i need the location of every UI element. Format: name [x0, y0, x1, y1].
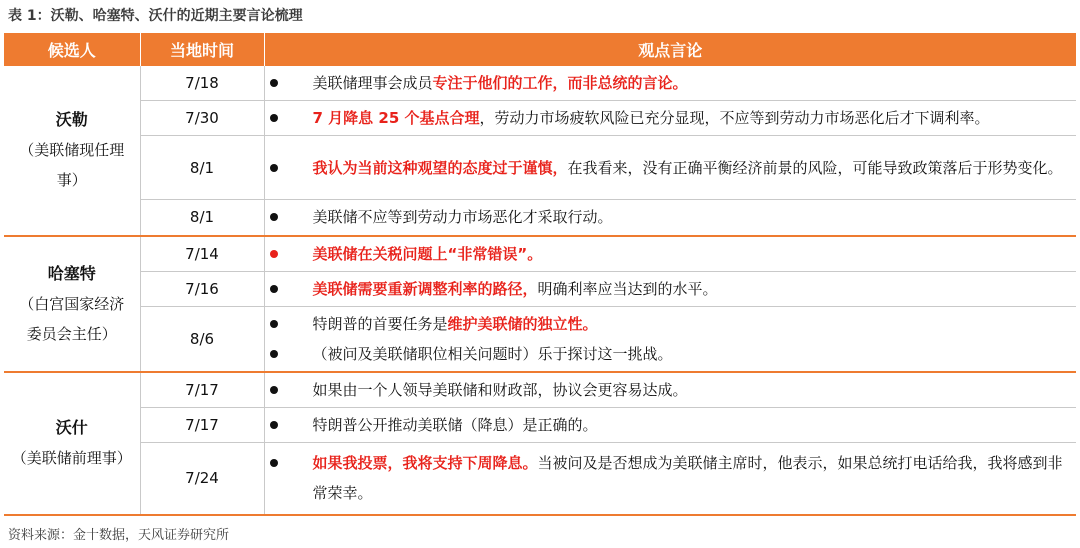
bullet-icon	[270, 250, 278, 258]
statement-item	[265, 274, 1071, 304]
view-cell	[264, 372, 1076, 408]
bullet-icon	[270, 320, 278, 328]
highlighted-text: 我认为当前这种观望的态度过于谨慎，	[312, 158, 568, 177]
date-cell: 8/6	[140, 306, 264, 372]
date-cell: 7/18	[140, 66, 264, 101]
candidate-cell	[4, 372, 140, 515]
statement-text: 特朗普公开推动美联储（降息）是正确的。	[312, 416, 598, 434]
highlighted-text: 如果我投票，我将支持下周降息。	[312, 454, 538, 473]
statement-item	[265, 309, 1071, 339]
table-row	[4, 306, 1076, 372]
candidate-cell	[4, 66, 140, 236]
header-view: 观点言论	[264, 33, 1076, 66]
candidate-role: （美联储前理事）	[11, 449, 132, 467]
highlighted-text: 美联储在关税问题上“非常错误”。	[312, 244, 543, 263]
table-row	[4, 408, 1076, 443]
candidate-cell	[4, 236, 140, 372]
candidate-name: 哈塞特	[47, 263, 96, 283]
view-cell	[264, 136, 1076, 200]
view-cell	[264, 443, 1076, 515]
view-cell	[264, 101, 1076, 136]
statement-text: （被问及美联储职位相关问题时）乐于探讨这一挑战。	[312, 344, 673, 363]
table-row	[4, 236, 1076, 272]
date-cell: 7/17	[140, 408, 264, 443]
date-cell: 7/30	[140, 101, 264, 136]
date-cell: 7/17	[140, 372, 264, 408]
date-cell: 7/16	[140, 271, 264, 306]
date-cell: 8/1	[140, 136, 264, 200]
statement-item	[265, 375, 1071, 405]
statement-text: 如果由一个人领导美联储和财政部，协议会更容易达成。	[312, 380, 688, 399]
highlighted-text: 维护美联储的独立性。	[447, 314, 598, 333]
highlighted-text: 7 月降息 25 个基点合理	[312, 109, 480, 127]
table-row	[4, 136, 1076, 200]
candidate-role: 事）	[56, 171, 87, 190]
bullet-icon	[270, 459, 278, 467]
candidate-role: （白宫国家经济	[19, 294, 125, 313]
table-row	[4, 200, 1076, 236]
date-cell: 7/14	[140, 236, 264, 272]
table-row	[4, 372, 1076, 408]
header-candidate: 候选人	[4, 33, 140, 66]
table-body	[4, 66, 1076, 515]
table-row	[4, 101, 1076, 136]
candidate-name: 沃什	[55, 418, 88, 437]
statement-item	[265, 68, 1071, 98]
statement-text: 在我看来，没有正确平衡经济前景的风险，可能导致政策落后于形势变化。	[567, 158, 1063, 177]
statement-text: 当被问及是否想成为美联储主席时，他表示，如果总统打电话给我，我将感到非常荣幸。	[312, 454, 1063, 503]
statement-item	[265, 448, 1071, 508]
table-row	[4, 443, 1076, 515]
bullet-icon	[270, 386, 278, 394]
date-cell: 7/24	[140, 443, 264, 515]
statement-text: ，劳动力市场疲软风险已充分显现，不应等到劳动力市场恶化后才下调利率。	[479, 109, 990, 127]
view-cell	[264, 306, 1076, 372]
candidate-role: 委员会主任）	[26, 324, 117, 343]
statement-item	[265, 239, 1071, 269]
table-caption: 表 1：沃勒、哈塞特、沃什的近期主要言论梳理	[8, 8, 303, 24]
table-row	[4, 271, 1076, 306]
statement-item	[265, 202, 1071, 232]
date-cell: 8/1	[140, 200, 264, 236]
bullet-icon	[270, 114, 278, 122]
bullet-icon	[270, 285, 278, 293]
source-note: 资料来源：金十数据，天风证券研究所	[8, 528, 230, 543]
candidate-role: （美联储现任理	[19, 141, 125, 160]
statement-text: 明确利率应当达到的水平。	[537, 279, 718, 298]
statement-text: 美联储理事会成员	[312, 74, 433, 92]
header-row	[4, 33, 1076, 66]
view-cell	[264, 408, 1076, 443]
highlighted-text: 专注于他们的工作，而非总统的言论。	[432, 74, 688, 92]
bullet-icon	[270, 164, 278, 172]
bullet-icon	[270, 213, 278, 221]
statement-text: 美联储不应等到劳动力市场恶化才采取行动。	[312, 208, 613, 227]
header-time: 当地时间	[140, 33, 264, 66]
highlighted-text: 美联储需要重新调整利率的路径，	[312, 279, 538, 298]
view-cell	[264, 200, 1076, 236]
statements-table	[4, 33, 1076, 516]
view-cell	[264, 271, 1076, 306]
candidate-name: 沃勒	[55, 110, 88, 130]
bullet-icon	[270, 421, 278, 429]
statement-item	[265, 103, 1071, 133]
view-cell	[264, 236, 1076, 272]
bullet-icon	[270, 79, 278, 87]
bullet-icon	[270, 350, 278, 358]
statement-item	[265, 410, 1071, 440]
table-row	[4, 66, 1076, 101]
statement-text: 特朗普的首要任务是	[312, 314, 448, 333]
statement-item	[265, 153, 1071, 183]
statement-item	[265, 339, 1071, 369]
view-cell	[264, 66, 1076, 101]
